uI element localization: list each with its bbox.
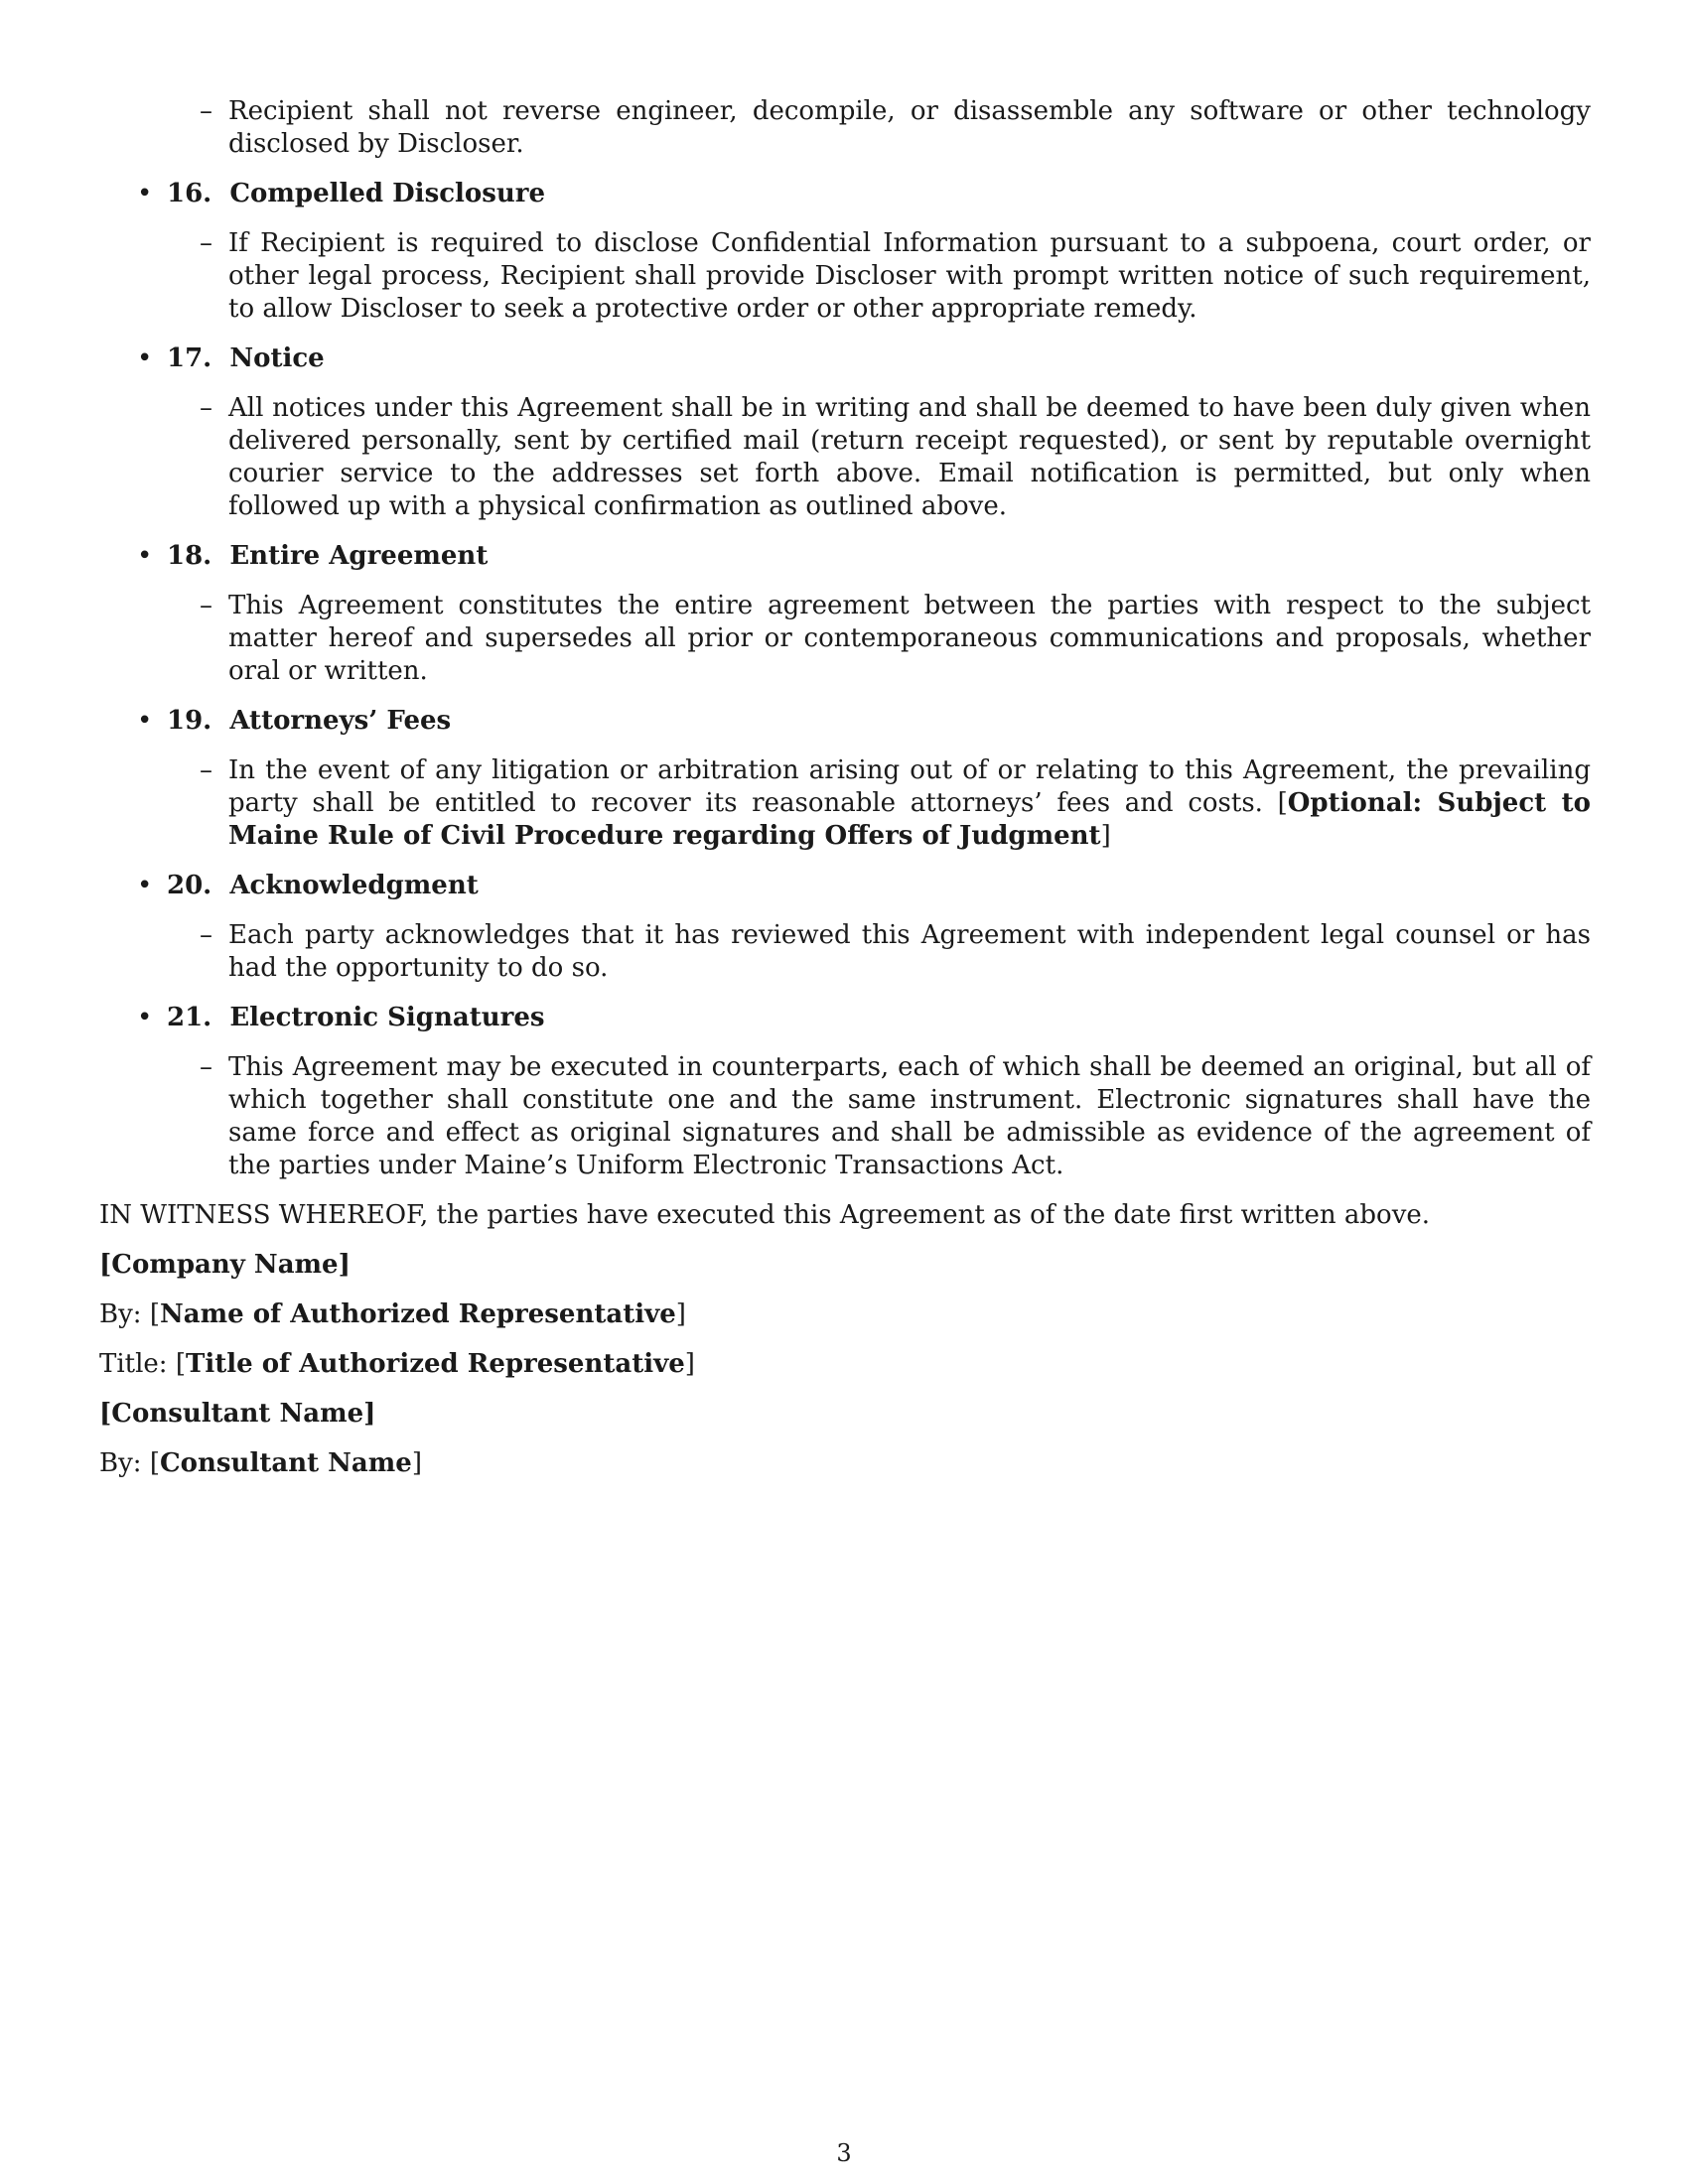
section-number: 17. <box>167 343 212 373</box>
clause-item <box>99 919 1591 985</box>
section-17 <box>99 342 1591 523</box>
consultant-signature-by-line <box>99 1447 1591 1480</box>
clause-text: In the event of any litigation or arbitration arising out of or relating to this Agreement, the prevailing party shall be entitled to recover its reasonable attorneys’ fees and costs. [ <box>228 755 1591 818</box>
bullet-marker: • <box>137 541 153 571</box>
company-signature-title-line <box>99 1348 1591 1381</box>
section-heading <box>99 1002 1591 1034</box>
clause-text: Recipient shall not reverse engineer, decompile, or disassemble any software or other technology disclosed by Discloser. <box>228 96 1591 159</box>
section-heading <box>99 540 1591 573</box>
company-name-placeholder: [Company Name] <box>99 1250 351 1280</box>
section-16 <box>99 178 1591 326</box>
section-title: Electronic Signatures <box>229 1003 545 1032</box>
bracket-close: ] <box>1100 821 1111 851</box>
section-title: Notice <box>229 343 325 373</box>
clause-text: If Recipient is required to disclose Confidential Information pursuant to a subpoena, court order, or other legal process, Recipient shall provide Discloser with prompt written notice of such requirement, to allow Discloser to seek a protective order or other appropriate remedy. <box>228 228 1591 324</box>
bullet-marker: • <box>137 343 153 373</box>
optional-clause-note: Optional: Subject to Maine Rule of Civil Procedure regarding Offers of Judgment <box>228 788 1592 851</box>
document-page <box>99 95 1591 1497</box>
section-18 <box>99 540 1591 688</box>
section-title: Entire Agreement <box>229 541 489 571</box>
clause-text: All notices under this Agreement shall be in writing and shall be deemed to have been duly given when delivered personally, sent by certified mail (return receipt requested), or sent by reputable overnight courier service to the addresses set forth above. Email notification is permitted, but only when followed up with a physical confirmation as outlined above. <box>228 393 1591 521</box>
consultant-by-placeholder: Consultant Name <box>159 1448 412 1478</box>
bullet-marker: • <box>137 871 153 900</box>
clause-item <box>99 392 1591 523</box>
section-number: 21. <box>167 1003 212 1032</box>
section-20 <box>99 870 1591 985</box>
title-label: Title: <box>99 1349 168 1379</box>
section-title: Compelled Disclosure <box>229 179 546 208</box>
dash-marker: – <box>200 920 212 950</box>
section-heading <box>99 342 1591 375</box>
section-title: Acknowledgment <box>229 871 479 900</box>
section-heading <box>99 178 1591 210</box>
bracket-close: ] <box>411 1448 422 1478</box>
section-number: 19. <box>167 706 212 736</box>
clause-text: This Agreement constitutes the entire agreement between the parties with respect to the subject matter hereof and supersedes all prior or contemporaneous communications and proposals, whether oral or written. <box>228 591 1591 686</box>
representative-title-placeholder: Title of Authorized Representative <box>186 1349 685 1379</box>
section-number: 20. <box>167 871 212 900</box>
bullet-marker: • <box>137 179 153 208</box>
dash-marker: – <box>200 228 212 258</box>
clause-item <box>99 227 1591 326</box>
section-heading <box>99 870 1591 902</box>
dash-marker: – <box>200 1052 212 1082</box>
dash-marker: – <box>200 591 212 620</box>
dash-marker: – <box>200 96 212 126</box>
clause-text: Each party acknowledges that it has reviewed this Agreement with independent legal counsel or has had the opportunity to do so. <box>228 920 1591 983</box>
clause-text: This Agreement may be executed in counterparts, each of which shall be deemed an original, but all of which together shall constitute one and the same instrument. Electronic signatures shall have the same force and effect as original signatures and shall be admissible as evidence of the agreement of the parties under Maine’s Uniform Electronic Transactions Act. <box>228 1052 1591 1180</box>
page-number: 3 <box>836 2139 852 2167</box>
section-title: Attorneys’ Fees <box>229 706 452 736</box>
dash-marker: – <box>200 393 212 423</box>
by-label: By: <box>99 1299 142 1329</box>
section-19 <box>99 705 1591 853</box>
bullet-marker: • <box>137 1003 153 1032</box>
section-21 <box>99 1002 1591 1182</box>
bullet-marker: • <box>137 706 153 736</box>
bracket-open: [ <box>149 1448 160 1478</box>
dash-marker: – <box>200 755 212 785</box>
clause-item <box>99 754 1591 853</box>
consultant-name-placeholder: [Consultant Name] <box>99 1399 376 1429</box>
bracket-open: [ <box>149 1299 160 1329</box>
clause-text-15-reverse-engineering <box>99 95 1591 161</box>
witness-statement: IN WITNESS WHEREOF, the parties have executed this Agreement as of the date first written above. <box>99 1200 1431 1230</box>
representative-name-placeholder: Name of Authorized Representative <box>159 1299 676 1329</box>
section-number: 16. <box>167 179 212 208</box>
section-number: 18. <box>167 541 212 571</box>
company-signature-by-line <box>99 1298 1591 1331</box>
clause-item <box>99 590 1591 688</box>
bracket-close: ] <box>675 1299 686 1329</box>
clause-item <box>99 1051 1591 1182</box>
bracket-open: [ <box>175 1349 186 1379</box>
bracket-close: ] <box>684 1349 695 1379</box>
section-heading <box>99 705 1591 738</box>
by-label: By: <box>99 1448 142 1478</box>
